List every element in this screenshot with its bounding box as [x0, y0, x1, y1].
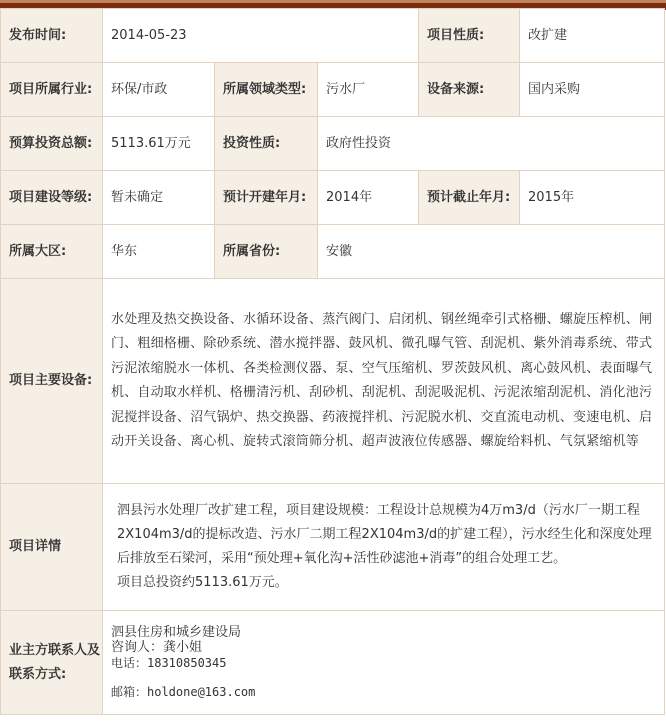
start-year-value: 2014年 [318, 171, 419, 225]
end-year-value: 2015年 [520, 171, 665, 225]
project-nature-value: 改扩建 [520, 9, 665, 63]
header-stripe [0, 0, 666, 3]
details-value: 泗县污水处理厂改扩建工程，项目建设规模：工程设计总规模为4万m3/d（污水厂一期工程2X104m3/d的提标改造、污水厂二期工程2X104m3/d的扩建工程），污水经生化和深度处理后排放至石梁河，采用“预处理+氧化沟+活性砂滤池+消毒”的组合处理工艺。 [117, 503, 652, 566]
row-equipment [1, 279, 665, 484]
construction-level-value: 暂未确定 [103, 171, 215, 225]
row-publish [1, 9, 665, 63]
publish-time-value: 2014-05-23 [103, 9, 419, 63]
main-equipment-value: 水处理及热交换设备、水循环设备、蒸汽阀门、启闭机、钢丝绳牵引式格栅、螺旋压榨机、闸门、粗细格栅、除砂系统、潜水搅拌器、鼓风机、微孔曝气管、刮泥机、紫外消毒系统、带式污泥浓缩脱水一体机、各类检测仪器、泵、空气压缩机、罗茨鼓风机、离心鼓风机、表面曝气机、自动取水样机、格栅清污机、刮砂机、刮泥机、刮泥吸泥机、污泥浓缩刮泥机、消化池污泥搅拌设备、沼气锅炉、热交换器、药液搅拌机、污泥脱水机、交直流电动机、变速电机、启动开关设备、离心机、旋转式滚筒筛分机、超声波液位传感器、螺旋给料机、气氛紧缩机等 [111, 311, 653, 449]
row-budget [1, 117, 665, 171]
province-label: 所属省份: [215, 225, 318, 279]
row-details [1, 484, 665, 611]
contact-org: 泗县住房和城乡建设局 [111, 624, 242, 640]
contact-email: 邮箱：holdone@163.com [111, 685, 256, 699]
end-year-label: 预计截止年月: [419, 171, 520, 225]
main-equipment-label: 项目主要设备: [1, 279, 103, 484]
construction-level-label: 项目建设等级: [1, 171, 103, 225]
row-industry [1, 63, 665, 117]
main-equipment-cell [103, 279, 665, 484]
budget-label: 预算投资总额: [1, 117, 103, 171]
start-year-label: 预计开建年月: [215, 171, 318, 225]
industry-label: 项目所属行业: [1, 63, 103, 117]
row-construction [1, 171, 665, 225]
equipment-source-value: 国内采购 [520, 63, 665, 117]
details-investment: 项目总投资约5113.61万元。 [117, 575, 288, 590]
domain-type-label: 所属领域类型: [215, 63, 318, 117]
contact-phone: 电话：18310850345 [111, 655, 227, 670]
project-info-table [0, 8, 665, 715]
province-value: 安徽 [318, 225, 665, 279]
budget-value: 5113.61万元 [103, 117, 215, 171]
publish-time-label: 发布时间: [1, 9, 103, 63]
region-value: 华东 [103, 225, 215, 279]
industry-value: 环保/市政 [103, 63, 215, 117]
details-cell [103, 484, 665, 611]
contact-cell [103, 611, 665, 715]
contact-person: 咨询人：龚小姐 [111, 640, 203, 655]
contact-label: 业主方联系人及联系方式: [1, 611, 103, 715]
investment-nature-value: 政府性投资 [318, 117, 665, 171]
project-nature-label: 项目性质: [419, 9, 520, 63]
equipment-source-label: 设备来源: [419, 63, 520, 117]
row-region [1, 225, 665, 279]
details-label: 项目详情 [1, 484, 103, 611]
region-label: 所属大区: [1, 225, 103, 279]
domain-type-value: 污水厂 [318, 63, 419, 117]
investment-nature-label: 投资性质: [215, 117, 318, 171]
row-contact [1, 611, 665, 715]
